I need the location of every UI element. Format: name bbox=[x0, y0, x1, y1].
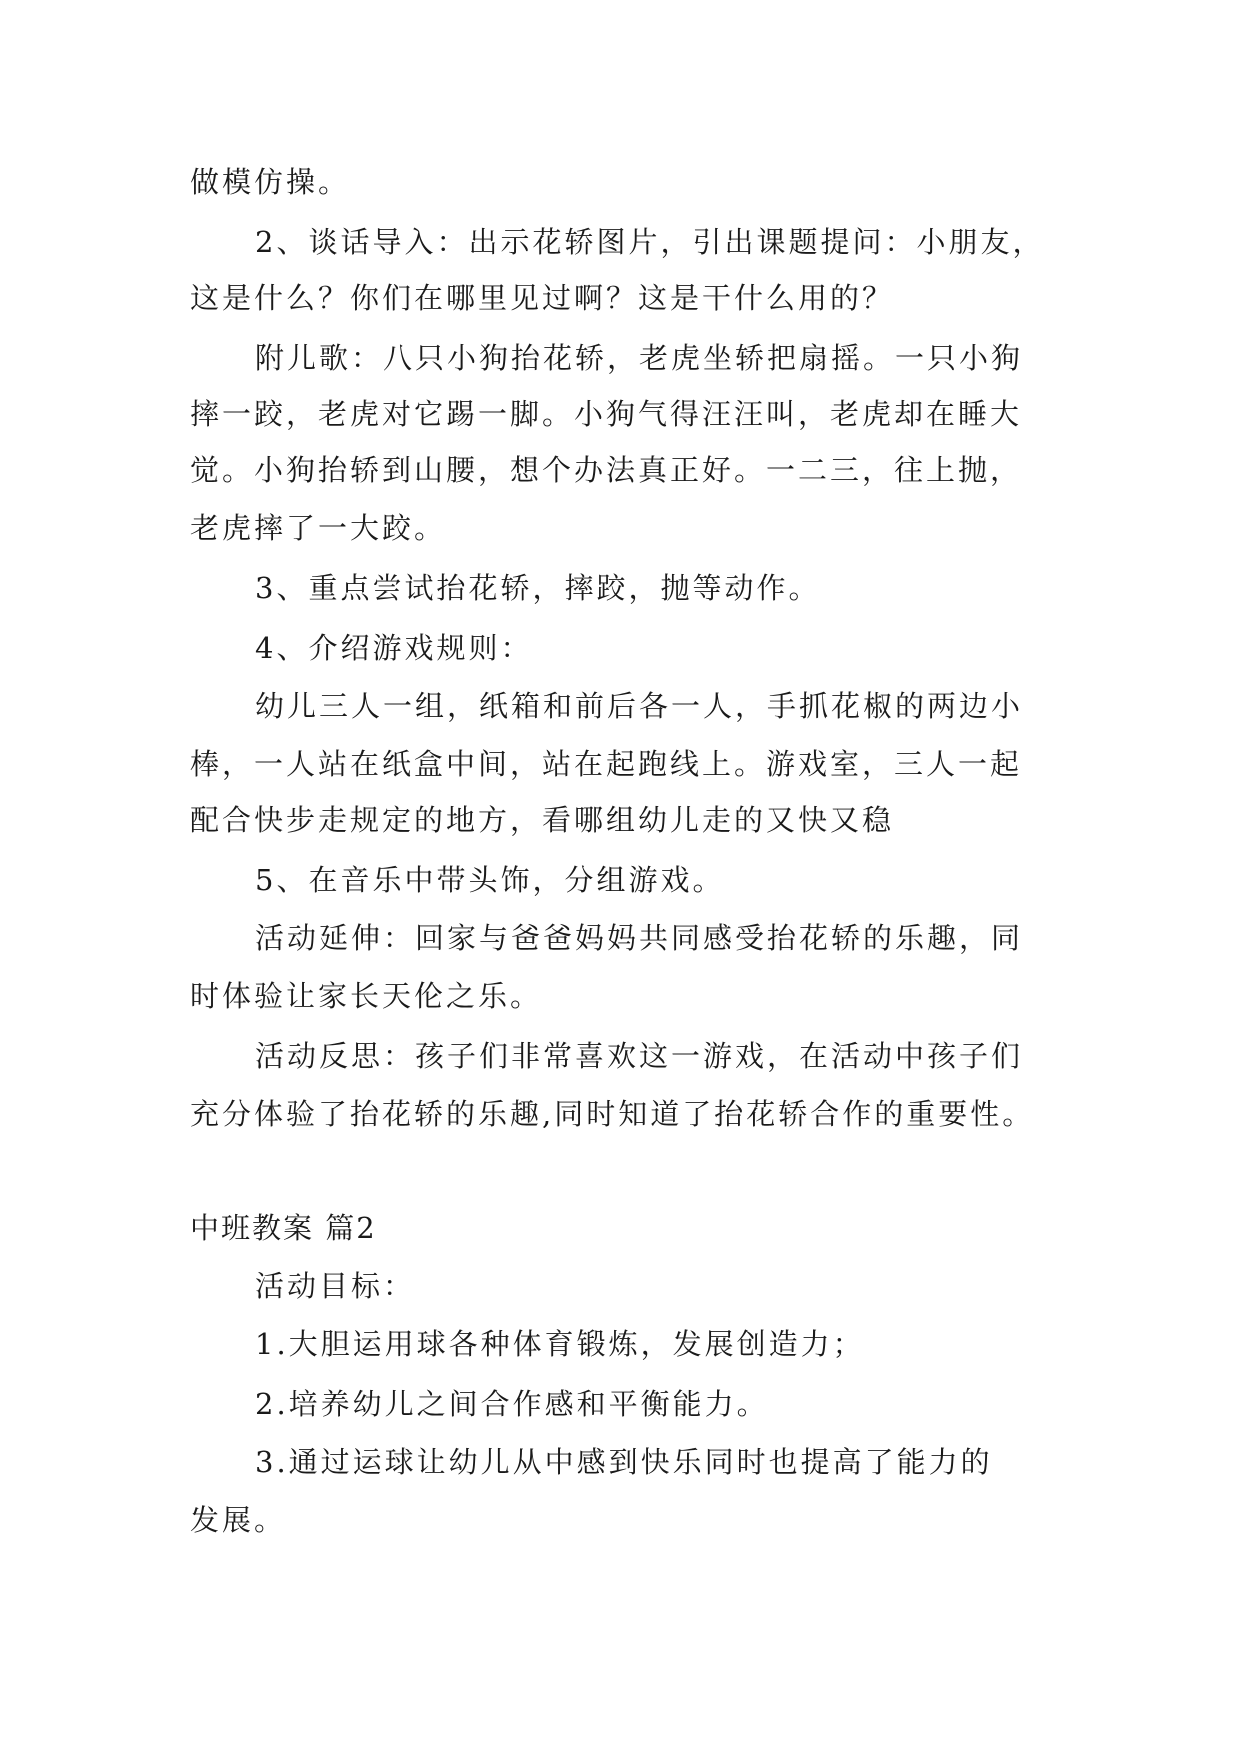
paragraph-line: 活动目标： bbox=[255, 1269, 416, 1303]
paragraph-line: 充分体验了抬花轿的乐趣,同时知道了抬花轿合作的重要性。 bbox=[190, 1097, 1035, 1131]
paragraph-line: 棒，一人站在纸盒中间，站在起跑线上。游戏室，三人一起 bbox=[190, 747, 1023, 781]
paragraph-line: 活动反思：孩子们非常喜欢这一游戏，在活动中孩子们 bbox=[255, 1039, 1024, 1073]
paragraph-line: 2、谈话导入：出示花轿图片，引出课题提问：小朋友， bbox=[255, 225, 1045, 259]
paragraph-line: 做模仿操。 bbox=[190, 165, 351, 199]
paragraph-line: 觉。小狗抬轿到山腰，想个办法真正好。一二三，往上抛， bbox=[190, 453, 1023, 487]
paragraph-line: 附儿歌：八只小狗抬花轿，老虎坐轿把扇摇。一只小狗 bbox=[255, 341, 1024, 375]
paragraph-line: 老虎摔了一大跤。 bbox=[190, 511, 447, 545]
paragraph-line: 活动延伸：回家与爸爸妈妈共同感受抬花轿的乐趣，同 bbox=[255, 921, 1024, 955]
paragraph-line: 发展。 bbox=[190, 1503, 287, 1537]
paragraph-line: 这是什么？你们在哪里见过啊？这是干什么用的？ bbox=[190, 281, 895, 315]
paragraph-line: 3、重点尝试抬花轿，摔跤，抛等动作。 bbox=[255, 571, 821, 605]
paragraph-line: 时体验让家长天伦之乐。 bbox=[190, 979, 543, 1013]
list-item: 2.培养幼儿之间合作感和平衡能力。 bbox=[255, 1387, 769, 1421]
section-heading: 中班教案 篇2 bbox=[190, 1211, 377, 1245]
paragraph-line: 5、在音乐中带头饰，分组游戏。 bbox=[255, 863, 725, 897]
list-item: 3.通过运球让幼儿从中感到快乐同时也提高了能力的 bbox=[255, 1445, 993, 1479]
list-item: 1.大胆运用球各种体育锻炼，发展创造力； bbox=[255, 1327, 865, 1361]
paragraph-line: 4、介绍游戏规则： bbox=[255, 631, 533, 665]
paragraph-line: 配合快步走规定的地方，看哪组幼儿走的又快又稳 bbox=[190, 803, 895, 837]
paragraph-line: 幼儿三人一组，纸箱和前后各一人，手抓花椒的两边小 bbox=[255, 689, 1024, 723]
paragraph-line: 摔一跤，老虎对它踢一脚。小狗气得汪汪叫，老虎却在睡大 bbox=[190, 397, 1023, 431]
